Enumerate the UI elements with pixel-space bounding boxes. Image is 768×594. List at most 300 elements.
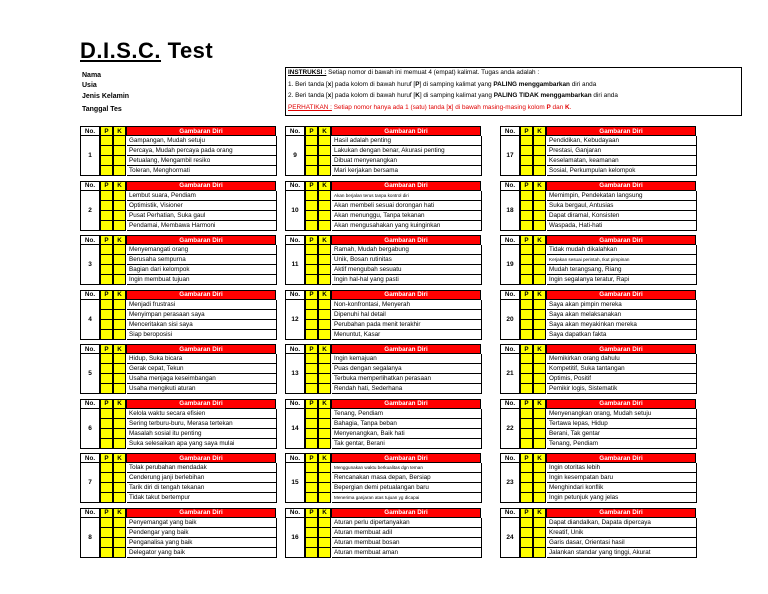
statement-row <box>100 429 276 439</box>
k-checkbox[interactable] <box>113 136 126 146</box>
p-checkbox[interactable] <box>305 528 318 538</box>
statement-text: Jalankan standar yang tinggi, Akurat <box>547 548 697 558</box>
p-checkbox[interactable] <box>305 384 318 394</box>
statement-row <box>100 156 276 166</box>
k-checkbox[interactable] <box>533 201 546 211</box>
p-checkbox[interactable] <box>305 221 318 231</box>
p-checkbox[interactable] <box>305 473 318 483</box>
statement-text: Gerak cepat, Tekun <box>127 364 277 374</box>
k-checkbox[interactable] <box>318 463 331 473</box>
header-p: P <box>100 344 113 354</box>
p-checkbox[interactable] <box>520 245 533 255</box>
k-checkbox[interactable] <box>533 245 546 255</box>
k-checkbox[interactable] <box>318 483 331 493</box>
statement-row <box>100 419 276 429</box>
k-checkbox[interactable] <box>113 528 126 538</box>
k-checkbox[interactable] <box>318 419 331 429</box>
header-no: No. <box>500 508 520 518</box>
k-checkbox[interactable] <box>113 146 126 156</box>
p-checkbox[interactable] <box>520 201 533 211</box>
p-checkbox[interactable] <box>100 191 113 201</box>
p-checkbox[interactable] <box>100 330 113 340</box>
question-number: 6 <box>80 409 100 449</box>
k-checkbox[interactable] <box>113 384 126 394</box>
statement-text: Rendah hati, Sederhana <box>332 384 482 394</box>
statement-row <box>305 245 481 255</box>
p-checkbox[interactable] <box>520 354 533 364</box>
statement-row <box>520 201 696 211</box>
k-checkbox[interactable] <box>318 265 331 275</box>
p-checkbox[interactable] <box>305 330 318 340</box>
p-checkbox[interactable] <box>305 354 318 364</box>
p-checkbox[interactable] <box>520 419 533 429</box>
k-checkbox[interactable] <box>533 493 546 503</box>
k-checkbox[interactable] <box>113 310 126 320</box>
p-checkbox[interactable] <box>520 300 533 310</box>
p-checkbox[interactable] <box>305 463 318 473</box>
k-checkbox[interactable] <box>318 255 331 265</box>
p-checkbox[interactable] <box>305 310 318 320</box>
header-gambaran-diri: Gambaran Diri <box>331 181 481 191</box>
k-checkbox[interactable] <box>113 201 126 211</box>
p-checkbox[interactable] <box>100 245 113 255</box>
question-number: 14 <box>285 409 305 449</box>
k-checkbox[interactable] <box>533 221 546 231</box>
k-checkbox[interactable] <box>533 255 546 265</box>
header-no: No. <box>285 399 305 409</box>
k-checkbox[interactable] <box>533 211 546 221</box>
k-checkbox[interactable] <box>318 538 331 548</box>
header-p: P <box>100 126 113 136</box>
p-checkbox[interactable] <box>305 548 318 558</box>
block-header <box>500 126 696 136</box>
p-checkbox[interactable] <box>100 409 113 419</box>
p-checkbox[interactable] <box>305 136 318 146</box>
block-header <box>500 235 696 245</box>
k-checkbox[interactable] <box>113 419 126 429</box>
header-p: P <box>520 453 533 463</box>
k-checkbox[interactable] <box>318 429 331 439</box>
question-number: 8 <box>80 518 100 558</box>
k-checkbox[interactable] <box>533 156 546 166</box>
p-checkbox[interactable] <box>520 265 533 275</box>
k-checkbox[interactable] <box>533 419 546 429</box>
p-checkbox[interactable] <box>100 255 113 265</box>
p-checkbox[interactable] <box>100 156 113 166</box>
header-p: P <box>520 399 533 409</box>
statement-text: Usaha menjaga keseimbangan <box>127 374 277 384</box>
statement-row <box>305 548 481 558</box>
p-checkbox[interactable] <box>100 265 113 275</box>
p-checkbox[interactable] <box>305 439 318 449</box>
k-checkbox[interactable] <box>533 528 546 538</box>
k-checkbox[interactable] <box>533 166 546 176</box>
k-checkbox[interactable] <box>533 330 546 340</box>
statement-text: Penyemangat yang baik <box>127 518 277 528</box>
header-k: K <box>533 453 546 463</box>
k-checkbox[interactable] <box>533 310 546 320</box>
p-checkbox[interactable] <box>100 528 113 538</box>
k-checkbox[interactable] <box>113 275 126 285</box>
p-checkbox[interactable] <box>305 146 318 156</box>
question-number: 22 <box>500 409 520 449</box>
k-checkbox[interactable] <box>318 211 331 221</box>
statement-text: Sering terburu-buru, Merasa tertekan <box>127 419 277 429</box>
k-checkbox[interactable] <box>113 439 126 449</box>
header-gambaran-diri: Gambaran Diri <box>546 453 696 463</box>
block-header <box>285 344 481 354</box>
statement-row <box>305 265 481 275</box>
k-checkbox[interactable] <box>113 483 126 493</box>
p-checkbox[interactable] <box>305 483 318 493</box>
k-checkbox[interactable] <box>318 300 331 310</box>
k-checkbox[interactable] <box>533 374 546 384</box>
k-checkbox[interactable] <box>533 265 546 275</box>
p-checkbox[interactable] <box>520 364 533 374</box>
statement-text: Menggunakan waktu berkualitas dgn teman <box>332 463 482 473</box>
k-checkbox[interactable] <box>113 518 126 528</box>
statement-text: Suka selesaikan apa yang saya mulai <box>127 439 277 449</box>
block-header <box>500 508 696 518</box>
p-checkbox[interactable] <box>520 156 533 166</box>
k-checkbox[interactable] <box>113 191 126 201</box>
k-checkbox[interactable] <box>318 439 331 449</box>
statement-row <box>520 493 696 503</box>
k-checkbox[interactable] <box>318 330 331 340</box>
header-no: No. <box>80 181 100 191</box>
k-checkbox[interactable] <box>533 300 546 310</box>
k-checkbox[interactable] <box>533 384 546 394</box>
header-no: No. <box>285 508 305 518</box>
question-number: 5 <box>80 354 100 394</box>
block-header <box>80 399 276 409</box>
statement-row <box>100 310 276 320</box>
k-checkbox[interactable] <box>113 166 126 176</box>
k-checkbox[interactable] <box>113 320 126 330</box>
statement-text: Waspada, Hati-hati <box>547 221 697 231</box>
p-checkbox[interactable] <box>305 300 318 310</box>
statement-row <box>305 493 481 503</box>
statement-text: Mudah terangsang, Riang <box>547 265 697 275</box>
k-checkbox[interactable] <box>113 473 126 483</box>
statement-text: Tertawa lepas, Hidup <box>547 419 697 429</box>
statement-row <box>520 548 696 558</box>
k-checkbox[interactable] <box>113 548 126 558</box>
p-checkbox[interactable] <box>100 483 113 493</box>
p-checkbox[interactable] <box>100 320 113 330</box>
p-checkbox[interactable] <box>305 245 318 255</box>
k-checkbox[interactable] <box>113 221 126 231</box>
p-checkbox[interactable] <box>100 201 113 211</box>
nama-label: Nama <box>82 72 102 79</box>
header-gambaran-diri: Gambaran Diri <box>331 290 481 300</box>
statement-text: Ingin membuat tujuan <box>127 275 277 285</box>
p-checkbox[interactable] <box>520 374 533 384</box>
p-checkbox[interactable] <box>100 275 113 285</box>
k-checkbox[interactable] <box>318 364 331 374</box>
block-header <box>285 508 481 518</box>
k-checkbox[interactable] <box>533 364 546 374</box>
p-checkbox[interactable] <box>305 156 318 166</box>
p-checkbox[interactable] <box>305 211 318 221</box>
k-checkbox[interactable] <box>318 384 331 394</box>
p-checkbox[interactable] <box>100 548 113 558</box>
question-block-18 <box>500 181 696 231</box>
k-checkbox[interactable] <box>113 300 126 310</box>
p-checkbox[interactable] <box>100 538 113 548</box>
k-checkbox[interactable] <box>318 493 331 503</box>
k-checkbox[interactable] <box>533 548 546 558</box>
header-gambaran-diri: Gambaran Diri <box>546 399 696 409</box>
p-checkbox[interactable] <box>100 429 113 439</box>
header-no: No. <box>285 290 305 300</box>
statement-row <box>520 330 696 340</box>
p-checkbox[interactable] <box>520 384 533 394</box>
statement-row <box>305 330 481 340</box>
p-checkbox[interactable] <box>305 518 318 528</box>
block-header <box>285 399 481 409</box>
p-checkbox[interactable] <box>305 538 318 548</box>
k-checkbox[interactable] <box>318 528 331 538</box>
k-checkbox[interactable] <box>533 136 546 146</box>
k-checkbox[interactable] <box>318 156 331 166</box>
k-checkbox[interactable] <box>318 201 331 211</box>
statement-text: Hasil adalah penting <box>332 136 482 146</box>
statement-text: Garis dasar, Orientasi hasil <box>547 538 697 548</box>
header-k: K <box>113 290 126 300</box>
statement-row <box>520 473 696 483</box>
statement-row <box>520 483 696 493</box>
statement-row <box>100 538 276 548</box>
k-checkbox[interactable] <box>318 354 331 364</box>
k-checkbox[interactable] <box>318 221 331 231</box>
p-checkbox[interactable] <box>520 473 533 483</box>
instruction-heading: INSTRUKSI : Setiap nomor di bawah ini memuat 4 (empat) kalimat. Tugas anda adalah : <box>288 69 540 76</box>
p-checkbox[interactable] <box>100 221 113 231</box>
block-header <box>285 126 481 136</box>
k-checkbox[interactable] <box>318 518 331 528</box>
header-k: K <box>318 181 331 191</box>
k-checkbox[interactable] <box>533 473 546 483</box>
p-checkbox[interactable] <box>520 493 533 503</box>
statement-row <box>100 146 276 156</box>
statement-text: Ingin kemajuan <box>332 354 482 364</box>
p-checkbox[interactable] <box>305 364 318 374</box>
p-checkbox[interactable] <box>305 419 318 429</box>
k-checkbox[interactable] <box>318 166 331 176</box>
k-checkbox[interactable] <box>113 156 126 166</box>
k-checkbox[interactable] <box>113 354 126 364</box>
k-checkbox[interactable] <box>113 245 126 255</box>
p-checkbox[interactable] <box>520 211 533 221</box>
p-checkbox[interactable] <box>520 310 533 320</box>
k-checkbox[interactable] <box>113 538 126 548</box>
statement-text: Tenang, Pendiam <box>332 409 482 419</box>
p-checkbox[interactable] <box>520 166 533 176</box>
k-checkbox[interactable] <box>113 493 126 503</box>
k-checkbox[interactable] <box>533 463 546 473</box>
p-checkbox[interactable] <box>305 429 318 439</box>
question-number: 2 <box>80 191 100 231</box>
p-checkbox[interactable] <box>520 275 533 285</box>
p-checkbox[interactable] <box>100 354 113 364</box>
k-checkbox[interactable] <box>318 320 331 330</box>
p-checkbox[interactable] <box>520 463 533 473</box>
p-checkbox[interactable] <box>100 136 113 146</box>
k-checkbox[interactable] <box>533 409 546 419</box>
k-checkbox[interactable] <box>318 146 331 156</box>
p-checkbox[interactable] <box>100 439 113 449</box>
header-no: No. <box>500 126 520 136</box>
question-block-2 <box>80 181 276 231</box>
k-checkbox[interactable] <box>113 364 126 374</box>
p-checkbox[interactable] <box>520 518 533 528</box>
statement-text: Aktif mengubah sesuatu <box>332 265 482 275</box>
statement-text: Aturan membuat aman <box>332 548 482 558</box>
k-checkbox[interactable] <box>318 374 331 384</box>
header-gambaran-diri: Gambaran Diri <box>546 508 696 518</box>
header-k: K <box>113 399 126 409</box>
p-checkbox[interactable] <box>520 136 533 146</box>
p-checkbox[interactable] <box>305 493 318 503</box>
k-checkbox[interactable] <box>533 518 546 528</box>
statement-row <box>520 538 696 548</box>
jenis-kelamin-label: Jenis Kelamin <box>82 93 130 100</box>
k-checkbox[interactable] <box>533 429 546 439</box>
statement-row <box>305 201 481 211</box>
header-gambaran-diri: Gambaran Diri <box>331 453 481 463</box>
k-checkbox[interactable] <box>533 483 546 493</box>
question-number: 23 <box>500 463 520 503</box>
p-checkbox[interactable] <box>520 255 533 265</box>
question-block-24 <box>500 508 696 558</box>
k-checkbox[interactable] <box>113 463 126 473</box>
header-k: K <box>533 344 546 354</box>
k-checkbox[interactable] <box>318 409 331 419</box>
p-checkbox[interactable] <box>100 364 113 374</box>
statement-text: Lakukan dengan benar, Akurasi penting <box>332 146 482 156</box>
p-checkbox[interactable] <box>100 374 113 384</box>
statement-text: Lembut suara, Pendiam <box>127 191 277 201</box>
question-block-14 <box>285 399 481 449</box>
k-checkbox[interactable] <box>113 265 126 275</box>
p-checkbox[interactable] <box>520 528 533 538</box>
statement-row <box>100 354 276 364</box>
p-checkbox[interactable] <box>520 146 533 156</box>
p-checkbox[interactable] <box>520 191 533 201</box>
k-checkbox[interactable] <box>318 548 331 558</box>
question-number: 20 <box>500 300 520 340</box>
p-checkbox[interactable] <box>100 166 113 176</box>
block-header <box>500 344 696 354</box>
header-k: K <box>113 126 126 136</box>
k-checkbox[interactable] <box>533 320 546 330</box>
statement-text: Pusat Perhatian, Suka gaul <box>127 211 277 221</box>
p-checkbox[interactable] <box>305 320 318 330</box>
statement-row <box>305 384 481 394</box>
question-number: 16 <box>285 518 305 558</box>
k-checkbox[interactable] <box>318 245 331 255</box>
header-gambaran-diri: Gambaran Diri <box>126 344 276 354</box>
p-checkbox[interactable] <box>520 429 533 439</box>
statement-row <box>100 211 276 221</box>
p-checkbox[interactable] <box>520 483 533 493</box>
p-checkbox[interactable] <box>305 166 318 176</box>
k-checkbox[interactable] <box>113 409 126 419</box>
page-title: D.I.S.C. Test <box>80 38 214 63</box>
k-checkbox[interactable] <box>318 310 331 320</box>
p-checkbox[interactable] <box>100 419 113 429</box>
p-checkbox[interactable] <box>100 384 113 394</box>
p-checkbox[interactable] <box>100 211 113 221</box>
p-checkbox[interactable] <box>100 463 113 473</box>
p-checkbox[interactable] <box>520 538 533 548</box>
k-checkbox[interactable] <box>318 275 331 285</box>
k-checkbox[interactable] <box>318 191 331 201</box>
question-block-7 <box>80 453 276 503</box>
statement-row <box>305 463 481 473</box>
p-checkbox[interactable] <box>520 320 533 330</box>
statement-text: Terbuka memperlihatkan perasaan <box>332 374 482 384</box>
k-checkbox[interactable] <box>113 255 126 265</box>
p-checkbox[interactable] <box>305 201 318 211</box>
block-header <box>80 290 276 300</box>
p-checkbox[interactable] <box>100 473 113 483</box>
p-checkbox[interactable] <box>100 310 113 320</box>
statement-text: Optimis, Positif <box>547 374 697 384</box>
p-checkbox[interactable] <box>100 493 113 503</box>
p-checkbox[interactable] <box>305 409 318 419</box>
k-checkbox[interactable] <box>533 146 546 156</box>
statement-text: Akan membeli sesuai dorongan hati <box>332 201 482 211</box>
p-checkbox[interactable] <box>305 255 318 265</box>
statement-row <box>305 473 481 483</box>
question-block-3 <box>80 235 276 285</box>
question-block-15 <box>285 453 481 503</box>
k-checkbox[interactable] <box>318 136 331 146</box>
k-checkbox[interactable] <box>533 439 546 449</box>
p-checkbox[interactable] <box>305 265 318 275</box>
statement-text: Kerjakan sesuai perintah, Ikut pimpinan <box>547 255 697 265</box>
p-checkbox[interactable] <box>100 518 113 528</box>
p-checkbox[interactable] <box>100 300 113 310</box>
k-checkbox[interactable] <box>113 374 126 384</box>
header-gambaran-diri: Gambaran Diri <box>546 235 696 245</box>
p-checkbox[interactable] <box>305 374 318 384</box>
p-checkbox[interactable] <box>520 439 533 449</box>
block-header <box>500 181 696 191</box>
statement-text: Prestasi, Ganjaran <box>547 146 697 156</box>
p-checkbox[interactable] <box>305 275 318 285</box>
k-checkbox[interactable] <box>533 275 546 285</box>
p-checkbox[interactable] <box>520 409 533 419</box>
p-checkbox[interactable] <box>520 221 533 231</box>
question-number: 21 <box>500 354 520 394</box>
k-checkbox[interactable] <box>113 330 126 340</box>
p-checkbox[interactable] <box>520 330 533 340</box>
statement-text: Perubahan pada menit terakhir <box>332 320 482 330</box>
p-checkbox[interactable] <box>305 191 318 201</box>
p-checkbox[interactable] <box>100 146 113 156</box>
k-checkbox[interactable] <box>533 191 546 201</box>
k-checkbox[interactable] <box>533 354 546 364</box>
k-checkbox[interactable] <box>318 473 331 483</box>
k-checkbox[interactable] <box>533 538 546 548</box>
k-checkbox[interactable] <box>113 211 126 221</box>
k-checkbox[interactable] <box>113 429 126 439</box>
p-checkbox[interactable] <box>520 548 533 558</box>
statement-row <box>305 166 481 176</box>
